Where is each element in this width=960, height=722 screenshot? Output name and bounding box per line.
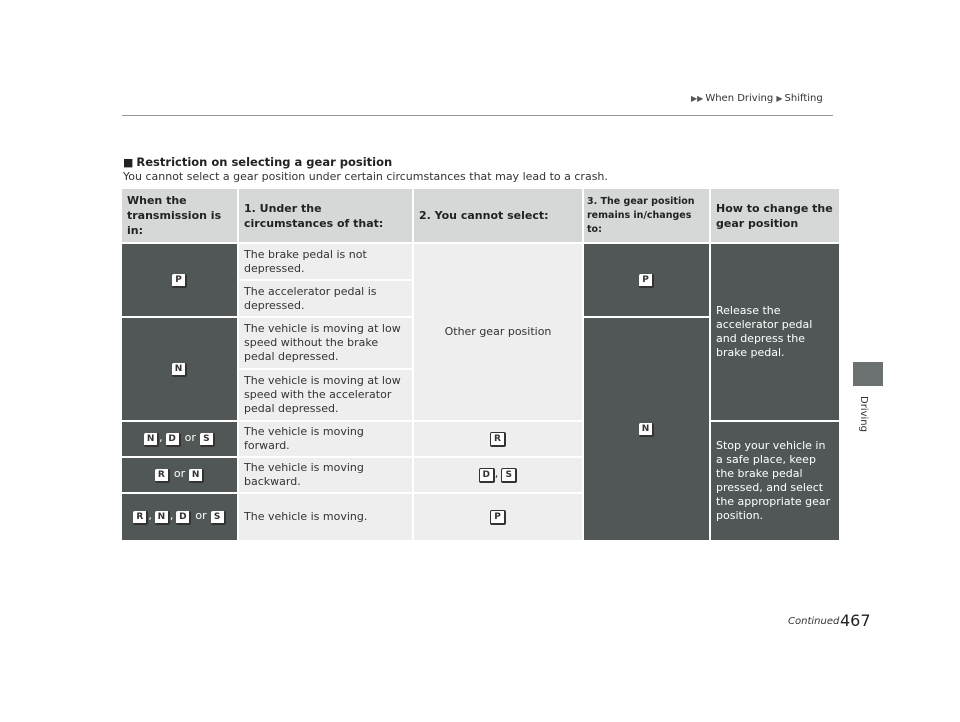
chapter-tab[interactable] [853,362,883,386]
remains-cell [584,318,709,540]
header-how-to-change: How to change the gear position [711,189,839,242]
gear-key-d: D [176,511,191,525]
gear-key-n: N [639,423,654,437]
header-divider [122,115,833,116]
circumstance-cell: The vehicle is moving forward. [239,422,412,456]
transmission-cell [122,244,237,316]
transmission-cell: N , D or S [122,422,237,456]
cannot-select-cell: D , S [414,458,582,492]
gear-key-n: N [189,469,204,483]
gear-key-n: N [144,433,159,447]
gear-key-n: N [172,363,187,377]
section-title-text: Restriction on selecting a gear position [136,155,393,169]
gear-key-d: D [479,468,495,483]
table-row [122,422,839,456]
gear-restriction-table [120,187,841,542]
circumstance-cell: The vehicle is moving backward. [239,458,412,492]
transmission-cell: R or N [122,458,237,492]
circumstance-cell: The accelerator pedal is depressed. [239,281,412,316]
table-header-row [122,189,839,242]
breadcrumb-arrow-icon: ▶ [776,94,783,103]
cannot-select-cell [414,422,582,456]
continued-label: Continued [788,616,840,627]
section-intro: You cannot select a gear position under certain circumstances that may lead to a crash. [123,170,608,183]
breadcrumb [691,93,823,104]
how-to-change-cell: Stop your vehicle in a safe place, keep the brake pedal pressed, and select the appropriate gear position. [711,422,839,540]
page-number: 467 [840,611,871,630]
chapter-label: Driving [858,396,869,432]
gear-key-p: P [490,510,506,525]
circumstance-cell: The vehicle is moving. [239,494,412,540]
section-marker-icon: ■ [123,156,134,169]
section-title [123,155,392,169]
cannot-select-cell [414,494,582,540]
gear-key-s: S [501,468,517,483]
header-remains: 3. The gear position remains in/changes to: [584,189,709,242]
cannot-select-cell: Other gear position [414,244,582,420]
header-transmission: When the transmission is in: [122,189,237,242]
gear-key-r: R [155,469,170,483]
header-circumstances: 1. Under the circumstances of that: [239,189,412,242]
how-to-change-cell: Release the accelerator pedal and depress the brake pedal. [711,244,839,420]
transmission-cell: R , N , D or S [122,494,237,540]
gear-key-d: D [166,433,181,447]
gear-key-r: R [133,511,148,525]
circumstance-cell: The vehicle is moving at low speed with the accelerator pedal depressed. [239,370,412,420]
gear-key-n: N [155,511,170,525]
transmission-cell [122,318,237,420]
breadcrumb-item[interactable]: Shifting [784,93,823,104]
gear-key-s: S [211,511,226,525]
gear-key-s: S [200,433,215,447]
gear-key-r: R [490,432,506,447]
header-cannot-select: 2. You cannot select: [414,189,582,242]
circumstance-cell: The vehicle is moving at low speed without the brake pedal depressed. [239,318,412,368]
breadcrumb-arrow-icon: ▶▶ [691,94,704,103]
gear-key-p: P [639,274,654,288]
gear-key-p: P [172,274,187,288]
breadcrumb-item[interactable]: When Driving [705,93,774,104]
remains-cell [584,244,709,316]
circumstance-cell: The brake pedal is not depressed. [239,244,412,279]
table-row [122,244,839,279]
